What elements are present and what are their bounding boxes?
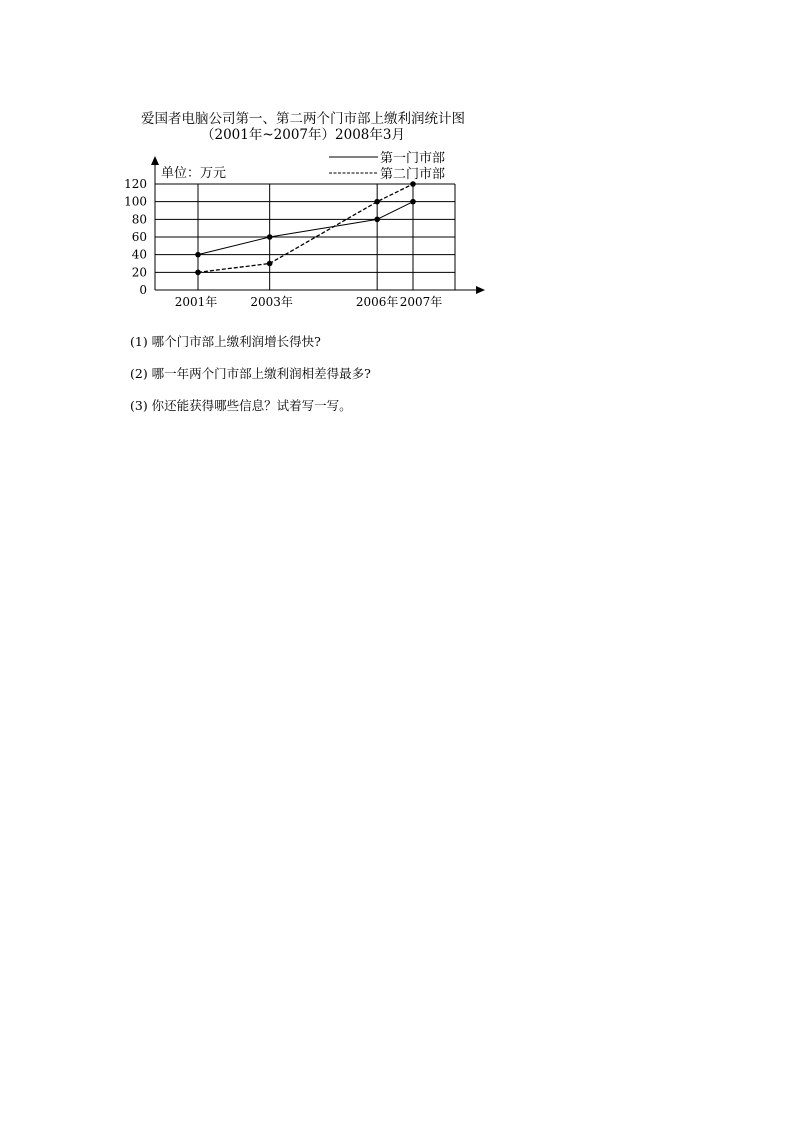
chart-series xyxy=(195,181,416,275)
y-tick-labels xyxy=(124,177,147,297)
series-line-1 xyxy=(198,202,413,255)
line-chart xyxy=(0,0,793,330)
x-axis-arrow xyxy=(476,286,485,294)
data-point xyxy=(195,270,201,276)
y-tick-label: 80 xyxy=(131,212,147,227)
y-tick-label: 40 xyxy=(131,247,147,262)
data-point xyxy=(195,252,201,258)
question-3: (3) 你还能获得哪些信息？试着写一写。 xyxy=(130,398,352,413)
data-point xyxy=(410,199,416,205)
y-tick-label: 100 xyxy=(124,194,147,209)
y-tick-label: 0 xyxy=(139,283,147,297)
data-point xyxy=(267,261,273,267)
x-tick-label: 2006年 xyxy=(355,295,399,309)
x-tick-label: 2003年 xyxy=(250,295,293,309)
chart-subtitle: （2001年~2007年）2008年3月 xyxy=(201,127,405,143)
chart-legend xyxy=(329,151,445,182)
data-point xyxy=(267,234,273,240)
unit-label: 单位：万元 xyxy=(161,166,227,181)
legend-label-1: 第一门市部 xyxy=(380,151,446,166)
x-tick-labels xyxy=(175,294,443,309)
y-tick-label: 60 xyxy=(131,230,147,244)
data-point xyxy=(410,181,416,187)
legend-label-2: 第二门市部 xyxy=(380,167,446,182)
data-point xyxy=(374,217,380,223)
question-1: (1) 哪个门市部上缴利润增长得快? xyxy=(130,334,321,349)
y-axis-arrow xyxy=(151,156,159,165)
chart-title: 爱国者电脑公司第一、第二两个门市部上缴利润统计图 xyxy=(141,111,465,127)
question-2: (2) 哪一年两个门市部上缴利润相差得最多? xyxy=(130,366,371,381)
x-tick-label: 2001年 xyxy=(174,295,218,309)
y-tick-label: 120 xyxy=(124,177,147,191)
y-tick-label: 20 xyxy=(131,265,147,280)
data-point xyxy=(374,199,380,205)
series-line-2 xyxy=(198,184,413,272)
x-tick-label: 2007年 xyxy=(399,295,443,309)
